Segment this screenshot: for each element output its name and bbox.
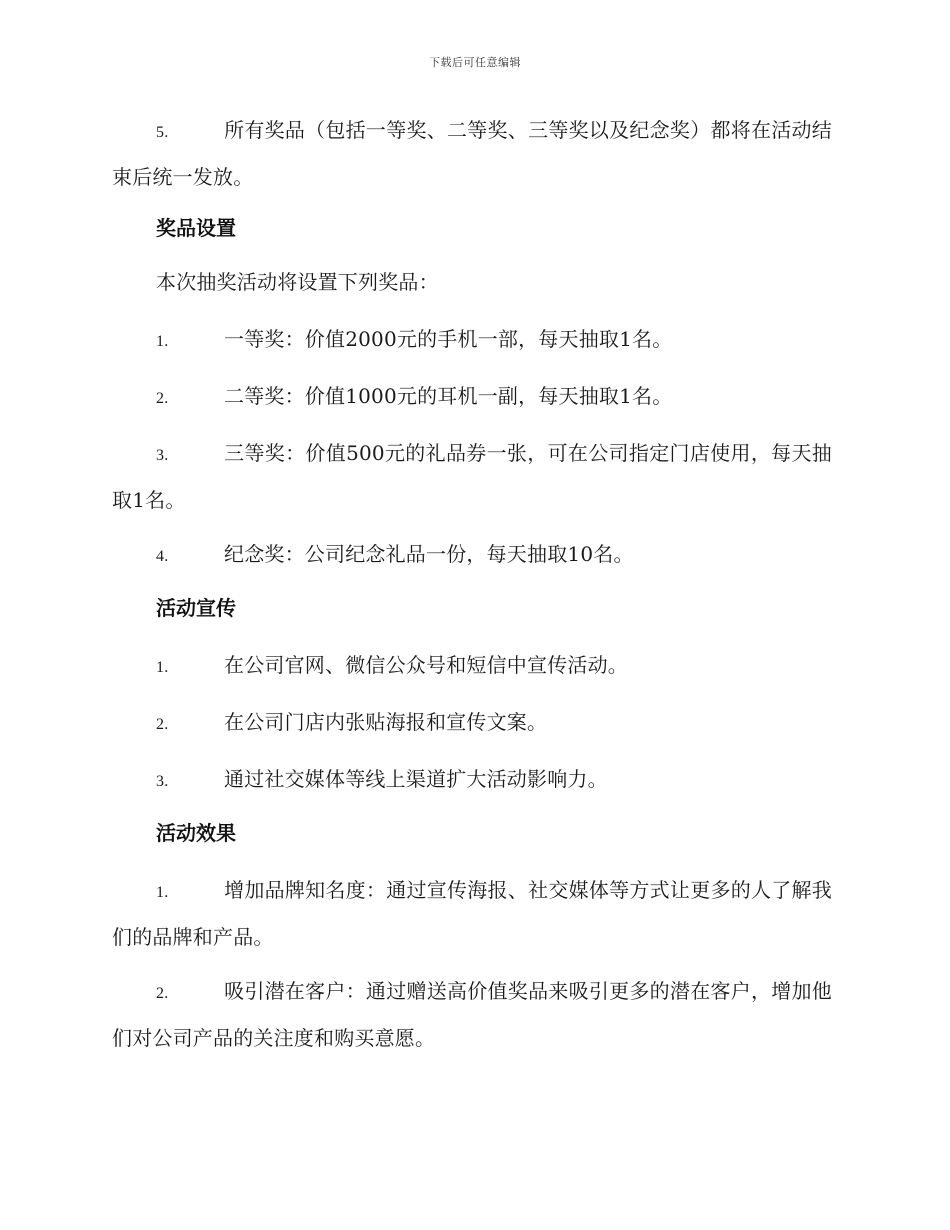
list-item [112,374,832,421]
list-item [112,317,832,364]
list-item [112,532,832,579]
list-item [112,868,832,959]
item-number: 3. [156,447,169,464]
item-text: 增加品牌知名度：通过宣传海报、社交媒体等方式让更多的人了解我们的品牌和产品。 [112,878,832,949]
item-text: 纪念奖：公司纪念礼品一份，每天抽取10名。 [224,542,634,566]
item-text: 所有奖品（包括一等奖、二等奖、三等奖以及纪念奖）都将在活动结束后统一发放。 [112,118,832,189]
item-number: 4. [156,548,169,565]
section-heading-prize-settings: 奖品设置 [156,216,236,240]
section-heading-effects: 活动效果 [156,821,236,845]
item-number: 1. [156,333,169,350]
list-item [112,643,832,690]
item-number: 1. [156,884,169,901]
item-number: 2. [156,390,169,407]
section-heading-promotion: 活动宣传 [156,596,236,620]
list-item [112,108,832,199]
item-number: 2. [156,716,169,733]
prize-settings-intro: 本次抽奖活动将设置下列奖品： [156,270,439,294]
item-text: 一等奖：价值2000元的手机一部，每天抽取1名。 [224,327,673,351]
item-text: 通过社交媒体等线上渠道扩大活动影响力。 [224,767,608,791]
list-item [112,757,832,804]
header-note: 下载后可任意编辑 [429,56,521,69]
list-item [112,969,832,1060]
list-item [112,431,832,522]
item-text: 二等奖：价值1000元的耳机一副，每天抽取1名。 [224,384,673,408]
item-text: 在公司官网、微信公众号和短信中宣传活动。 [224,653,628,677]
item-text: 在公司门店内张贴海报和宣传文案。 [224,710,548,734]
item-number: 1. [156,659,169,676]
item-number: 2. [156,985,169,1002]
item-number: 3. [156,773,169,790]
list-item [112,700,832,747]
item-text: 三等奖：价值500元的礼品券一张，可在公司指定门店使用，每天抽取1名。 [112,441,832,512]
item-number: 5. [156,124,169,141]
item-text: 吸引潜在客户：通过赠送高价值奖品来吸引更多的潜在客户，增加他们对公司产品的关注度和购买意愿。 [112,979,832,1050]
document-body [112,108,832,1070]
